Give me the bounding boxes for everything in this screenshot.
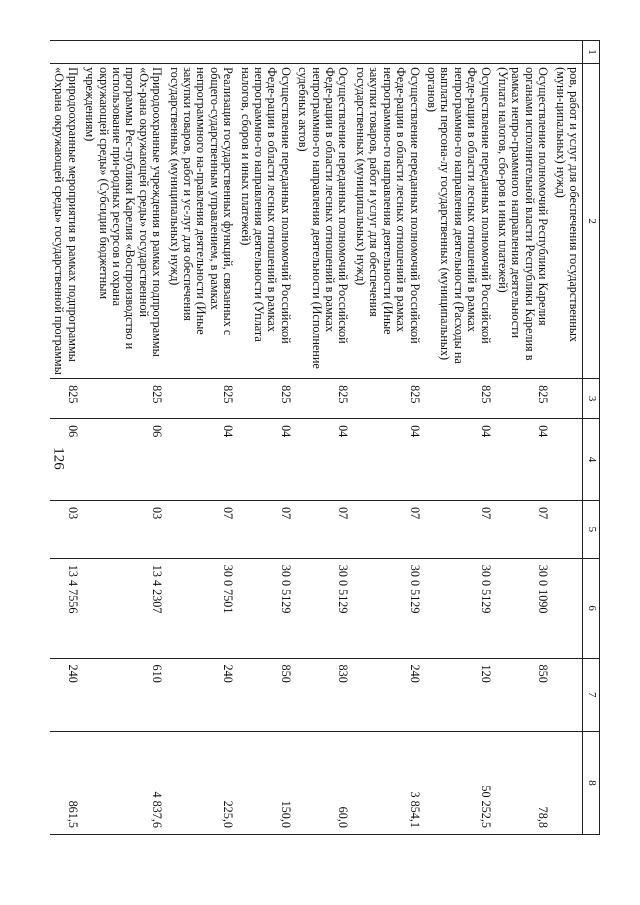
cell-col1 (236, 41, 294, 64)
cell-col3: 825 (165, 379, 236, 419)
cell-col4: 04 (423, 419, 494, 501)
cell-description: Осуществление переданных полномочий Российской Феде-рации в области лесных отношений в рамках непрограммно-го направления деятельности (Иные закупки товаров, работ и услуг для обеспечения государственных (муниципальных) нужд) (352, 64, 423, 379)
cell-col7 (551, 658, 582, 732)
table-row (294, 41, 352, 835)
cell-col6: 30 0 5129 (423, 558, 494, 658)
cell-description: ров, работ и услуг для обеспечения государственных (муни-ципальных) нужд) (551, 64, 582, 379)
cell-col6: 30 0 5129 (294, 558, 352, 658)
table-row (352, 41, 423, 835)
cell-amount: 150,0 (236, 732, 294, 835)
table-row (236, 41, 294, 835)
cell-amount: 861,5 (50, 732, 81, 835)
cell-amount: 60,0 (294, 732, 352, 835)
cell-amount: 3 854,1 (352, 732, 423, 835)
table-row (494, 41, 552, 835)
cell-col6: 30 0 5129 (236, 558, 294, 658)
cell-col5 (551, 500, 582, 558)
header-col-3: 3 (583, 379, 600, 419)
cell-col4: 06 (50, 419, 81, 501)
cell-col7: 240 (50, 658, 81, 732)
header-col-4: 4 (583, 419, 600, 501)
cell-description: Осуществление переданных полномочий Российской Феде-рации в области лесных отношений в рамках непрограммно-го направления деятельности (Уплата налогов, сборов и иных платежей) (236, 64, 294, 379)
cell-col5: 07 (294, 500, 352, 558)
cell-col7: 240 (352, 658, 423, 732)
cell-amount (551, 732, 582, 835)
header-col-6: 6 (583, 558, 600, 658)
cell-col1 (423, 41, 494, 64)
header-col-7: 7 (583, 658, 600, 732)
header-col-5: 5 (583, 500, 600, 558)
header-col-8: 8 (583, 732, 600, 835)
cell-description: Реализация государственных функций, связанных с общего-сударственным управлением, в рамках непрограммного на-правления деятельности (Иные закупки товаров, работ и ус-луг для обеспечения государственных (муниципальных) нужд) (165, 64, 236, 379)
cell-col7: 850 (494, 658, 552, 732)
table-row (50, 41, 81, 835)
budget-table (50, 40, 600, 835)
cell-col5: 03 (81, 500, 165, 558)
cell-col3: 825 (236, 379, 294, 419)
cell-col4: 04 (236, 419, 294, 501)
cell-col6: 30 0 5129 (352, 558, 423, 658)
cell-col1 (165, 41, 236, 64)
table-row (551, 41, 582, 835)
cell-col4: 06 (81, 419, 165, 501)
cell-col3 (551, 379, 582, 419)
cell-col5: 07 (165, 500, 236, 558)
cell-col3: 825 (494, 379, 552, 419)
cell-col4: 04 (165, 419, 236, 501)
cell-col3: 825 (50, 379, 81, 419)
cell-col6: 13 4 2307 (81, 558, 165, 658)
cell-amount: 50 252,5 (423, 732, 494, 835)
header-col-1: 1 (583, 41, 600, 64)
cell-col5: 07 (423, 500, 494, 558)
table-row (165, 41, 236, 835)
cell-col4: 04 (494, 419, 552, 501)
cell-col7: 850 (236, 658, 294, 732)
cell-col4: 04 (352, 419, 423, 501)
cell-col7: 610 (81, 658, 165, 732)
cell-col3: 825 (294, 379, 352, 419)
cell-col5: 03 (50, 500, 81, 558)
cell-description: Осуществление переданных полномочий Российской Феде-рации в области лесных отношений в рамках непрограммно-го направления деятельности (Исполнение судебных актов) (294, 64, 352, 379)
cell-description: Осуществление полномочий Республики Карелия органами исполнительной власти Республики Карелия в рамках непро-граммного направления деятельности (Уплата налогов, сбо-ров и иных платежей) (494, 64, 552, 379)
cell-col1 (551, 41, 582, 64)
table-row (81, 41, 165, 835)
cell-col1 (352, 41, 423, 64)
cell-col4: 04 (294, 419, 352, 501)
cell-col1 (294, 41, 352, 64)
cell-col6: 13 4 7556 (50, 558, 81, 658)
cell-amount: 78,8 (494, 732, 552, 835)
table-row (423, 41, 494, 835)
cell-col6: 30 0 7501 (165, 558, 236, 658)
table-body (50, 41, 583, 835)
table-header (583, 41, 600, 835)
cell-col7: 120 (423, 658, 494, 732)
cell-col7: 830 (294, 658, 352, 732)
cell-col1 (81, 41, 165, 64)
cell-col4 (551, 419, 582, 501)
cell-col6 (551, 558, 582, 658)
page-number: 126 (50, 447, 67, 470)
cell-col3: 825 (352, 379, 423, 419)
cell-col7: 240 (165, 658, 236, 732)
cell-col5: 07 (236, 500, 294, 558)
header-col-2: 2 (583, 64, 600, 379)
cell-col5: 07 (352, 500, 423, 558)
cell-col3: 825 (81, 379, 165, 419)
cell-col6: 30 0 1090 (494, 558, 552, 658)
cell-col1 (494, 41, 552, 64)
cell-amount: 225,0 (165, 732, 236, 835)
cell-amount: 4 837,6 (81, 732, 165, 835)
cell-col5: 07 (494, 500, 552, 558)
cell-col1 (50, 41, 81, 64)
cell-description: Осуществление переданных полномочий Российской Феде-рации в области лесных отношений в рамках непрограммно-го направления деятельности (Расходы на выплаты персона-лу государственных (муниципальных) органов) (423, 64, 494, 379)
cell-description: Природоохранные учреждения в рамках подпрограммы «Ох-рана окружающей среды» государственной программы Рес-публики Карелия «Воспроизводство и использование при-родных ресурсов и охрана окружающей среды» (Субсидии бюджетным учреждениям) (81, 64, 165, 379)
cell-col3: 825 (423, 379, 494, 419)
header-row (583, 41, 600, 835)
cell-description: Природоохранные мероприятия в рамках подпрограммы «Охрана окружающей среды» государственной программы (50, 64, 81, 379)
